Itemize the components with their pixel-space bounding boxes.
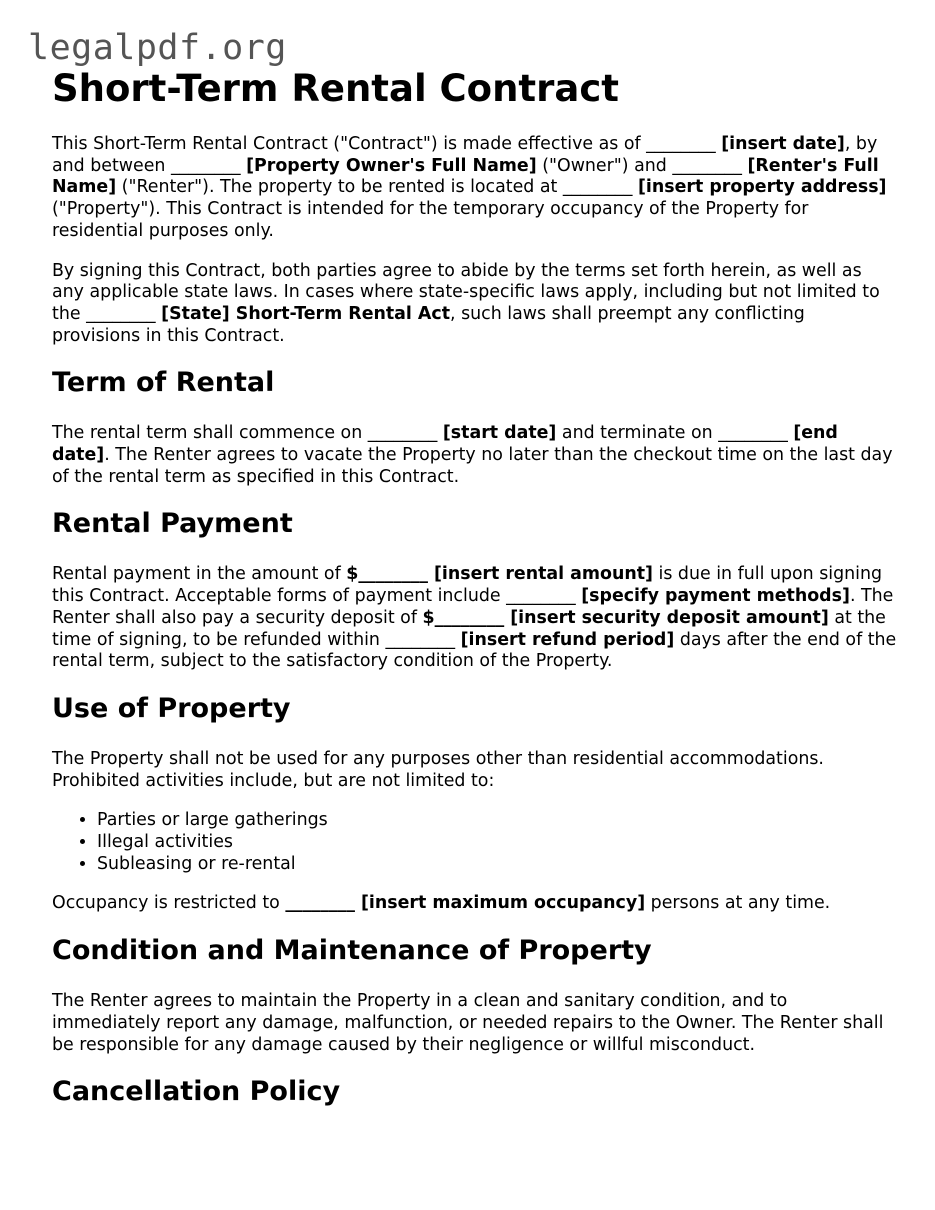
list-item: • Illegal activities bbox=[97, 832, 897, 854]
payment-heading: Rental Payment bbox=[52, 508, 293, 540]
use-heading: Use of Property bbox=[52, 692, 291, 724]
payment-paragraph: Rental payment in the amount of $________ [insert rental amount] is due in full upon signing this Contract. Acceptable forms of payment include ________ [specify payment methods]. The Renter shall also pay a security deposit of $________ [insert security deposit amount] at the time of signing, to be refunded within ________ [insert refund period] days after the end of the rental term, subject to the satisfactory condition of the Property. bbox=[52, 564, 897, 672]
list-item: • Subleasing or re-rental bbox=[97, 854, 897, 876]
prohibited-activities-list bbox=[52, 810, 897, 875]
intro-paragraph: This Short-Term Rental Contract ("Contract") is made effective as of ________ [insert date], by and between ________ [Property Owner's Full Name] ("Owner") and ________ [Renter's Full Name] ("Renter"). The property to be rented is located at ________ [insert property address] ("Property"). This Contract is intended for the temporary occupancy of the Property for residential purposes only. bbox=[52, 134, 887, 241]
occupancy-paragraph: Occupancy is restricted to ________ [insert maximum occupancy] persons at any time. bbox=[52, 893, 831, 914]
document bbox=[52, 66, 897, 1109]
term-heading: Term of Rental bbox=[52, 367, 275, 399]
cancellation-heading: Cancellation Policy bbox=[52, 1076, 341, 1108]
agreement-paragraph: By signing this Contract, both parties agree to abide by the terms set forth herein, as well as any applicable state laws. In cases where state-specific laws apply, including but not limited to the ________ [State] Short-Term Rental Act, such laws shall preempt any conflicting provisions in this Contract. bbox=[52, 260, 880, 346]
watermark: legalpdf.org bbox=[28, 28, 287, 68]
list-item: • Parties or large gatherings bbox=[97, 810, 897, 832]
condition-heading: Condition and Maintenance of Property bbox=[52, 935, 652, 967]
condition-paragraph: The Renter agrees to maintain the Property in a clean and sanitary condition, and to immediately report any damage, malfunction, or needed repairs to the Owner. The Renter shall be responsible for any damage caused by their negligence or willful misconduct. bbox=[52, 991, 884, 1055]
term-paragraph: The rental term shall commence on ________ [start date] and terminate on ________ [end date]. The Renter agrees to vacate the Property no later than the checkout time on the last day of the rental term as specified in this Contract. bbox=[52, 423, 893, 487]
document-title: Short-Term Rental Contract bbox=[52, 67, 619, 110]
use-paragraph: The Property shall not be used for any purposes other than residential accommodations. Prohibited activities include, but are not limited to: bbox=[52, 748, 824, 791]
